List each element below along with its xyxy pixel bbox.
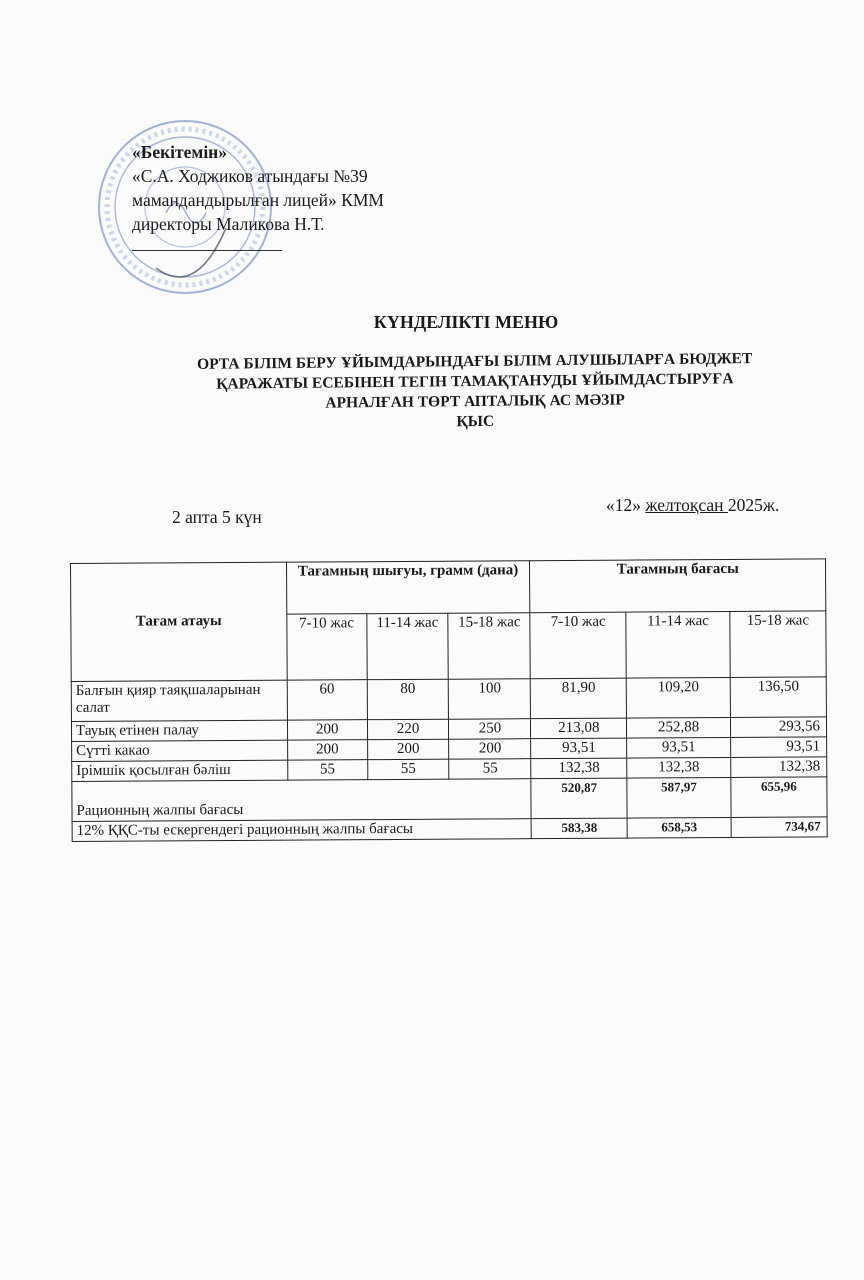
total-vat-label: 12% ҚҚС-ты ескергендегі рационның жалпы бағасы [72, 819, 531, 842]
total-vat-price: 734,67 [731, 817, 827, 838]
approval-block [132, 140, 452, 251]
price-cell: 81,90 [531, 678, 627, 719]
total-vat-price: 658,53 [627, 817, 731, 838]
header-age-yield-11-14: 11-14 жас [366, 613, 448, 679]
total-price: 655,96 [731, 777, 827, 818]
dish-name: Тауық етінен палау [71, 720, 287, 741]
price-cell: 93,51 [731, 737, 827, 758]
approval-school: «С.А. Ходжиков атындағы №39 [132, 166, 368, 186]
yield-cell: 200 [287, 720, 367, 740]
price-cell: 136,50 [730, 677, 826, 718]
total-vat-price: 583,38 [531, 818, 627, 839]
price-cell: 132,38 [731, 757, 827, 778]
total-row [72, 777, 827, 822]
yield-cell: 100 [449, 679, 531, 719]
price-cell: 293,56 [731, 717, 827, 738]
header-age-yield-7-10: 7-10 жас [287, 614, 367, 680]
menu-date [606, 495, 779, 516]
total-vat-row [72, 817, 827, 842]
header-yield: Тағамның шығуы, грамм (дана) [286, 561, 530, 614]
yield-cell: 250 [449, 719, 531, 739]
dish-name: Сүтті какао [72, 740, 288, 761]
date-year: 2025ж. [727, 495, 780, 515]
page-title: КҮНДЕЛІКТІ МЕНЮ [373, 312, 559, 332]
yield-cell: 220 [367, 719, 449, 739]
header-dish: Тағам атауы [71, 562, 287, 681]
approval-heading: «Бекітемін» [132, 142, 228, 162]
yield-cell: 80 [367, 679, 449, 719]
yield-cell: 55 [367, 759, 449, 779]
header-price: Тағамның бағасы [530, 559, 826, 613]
header-age-price-15-18: 15-18 жас [730, 611, 826, 678]
subtitle-line-1: ОРТА БІЛІМ БЕРУ ҰЙЫМДАРЫНДАҒЫ БІЛІМ АЛУШЫЛАРҒА БЮДЖЕТ [196, 350, 753, 373]
menu-subtitle [150, 349, 801, 436]
header-age-yield-15-18: 15-18 жас [448, 613, 530, 679]
dish-name: Балғын қияр таяқшаларынан салат [71, 680, 287, 721]
date-month: желтоқсан [645, 495, 728, 515]
subtitle-line-3: АРНАЛҒАН ТӨРТ АПТАЛЫҚ АС МӘЗІР [325, 391, 625, 412]
approval-school-type: мамандандырылған лицей» КММ [132, 190, 384, 210]
header-age-price-7-10: 7-10 жас [530, 612, 626, 679]
yield-cell: 55 [287, 760, 367, 780]
price-cell: 132,38 [531, 758, 627, 779]
price-cell: 109,20 [626, 677, 730, 718]
menu-table [70, 558, 828, 842]
yield-cell: 200 [449, 739, 531, 759]
week-day: 2 апта 5 күн [172, 507, 262, 527]
yield-cell: 60 [287, 680, 367, 720]
date-day: «12» [606, 495, 641, 515]
season: ҚЫС [456, 412, 495, 431]
yield-cell: 200 [287, 740, 367, 760]
total-price: 520,87 [531, 778, 627, 819]
price-cell: 93,51 [627, 737, 731, 758]
signature-line [132, 236, 282, 251]
price-cell: 252,88 [627, 717, 731, 738]
total-label: Рационның жалпы бағасы [72, 779, 532, 822]
dish-name: Ірімшік қосылған бәліш [72, 760, 288, 781]
total-price: 587,97 [627, 777, 731, 818]
subtitle-line-2: ҚАРАЖАТЫ ЕСЕБІНЕН ТЕГІН ТАМАҚТАНУДЫ ҰЙЫМДАСТЫРУҒА [216, 370, 734, 393]
yield-cell: 200 [367, 739, 449, 759]
price-cell: 132,38 [627, 757, 731, 778]
yield-cell: 55 [449, 759, 531, 779]
approval-director: директоры Маликова Н.Т. [132, 214, 325, 234]
header-age-price-11-14: 11-14 жас [626, 611, 730, 678]
price-cell: 213,08 [531, 718, 627, 739]
table-row [71, 677, 826, 722]
price-cell: 93,51 [531, 738, 627, 759]
